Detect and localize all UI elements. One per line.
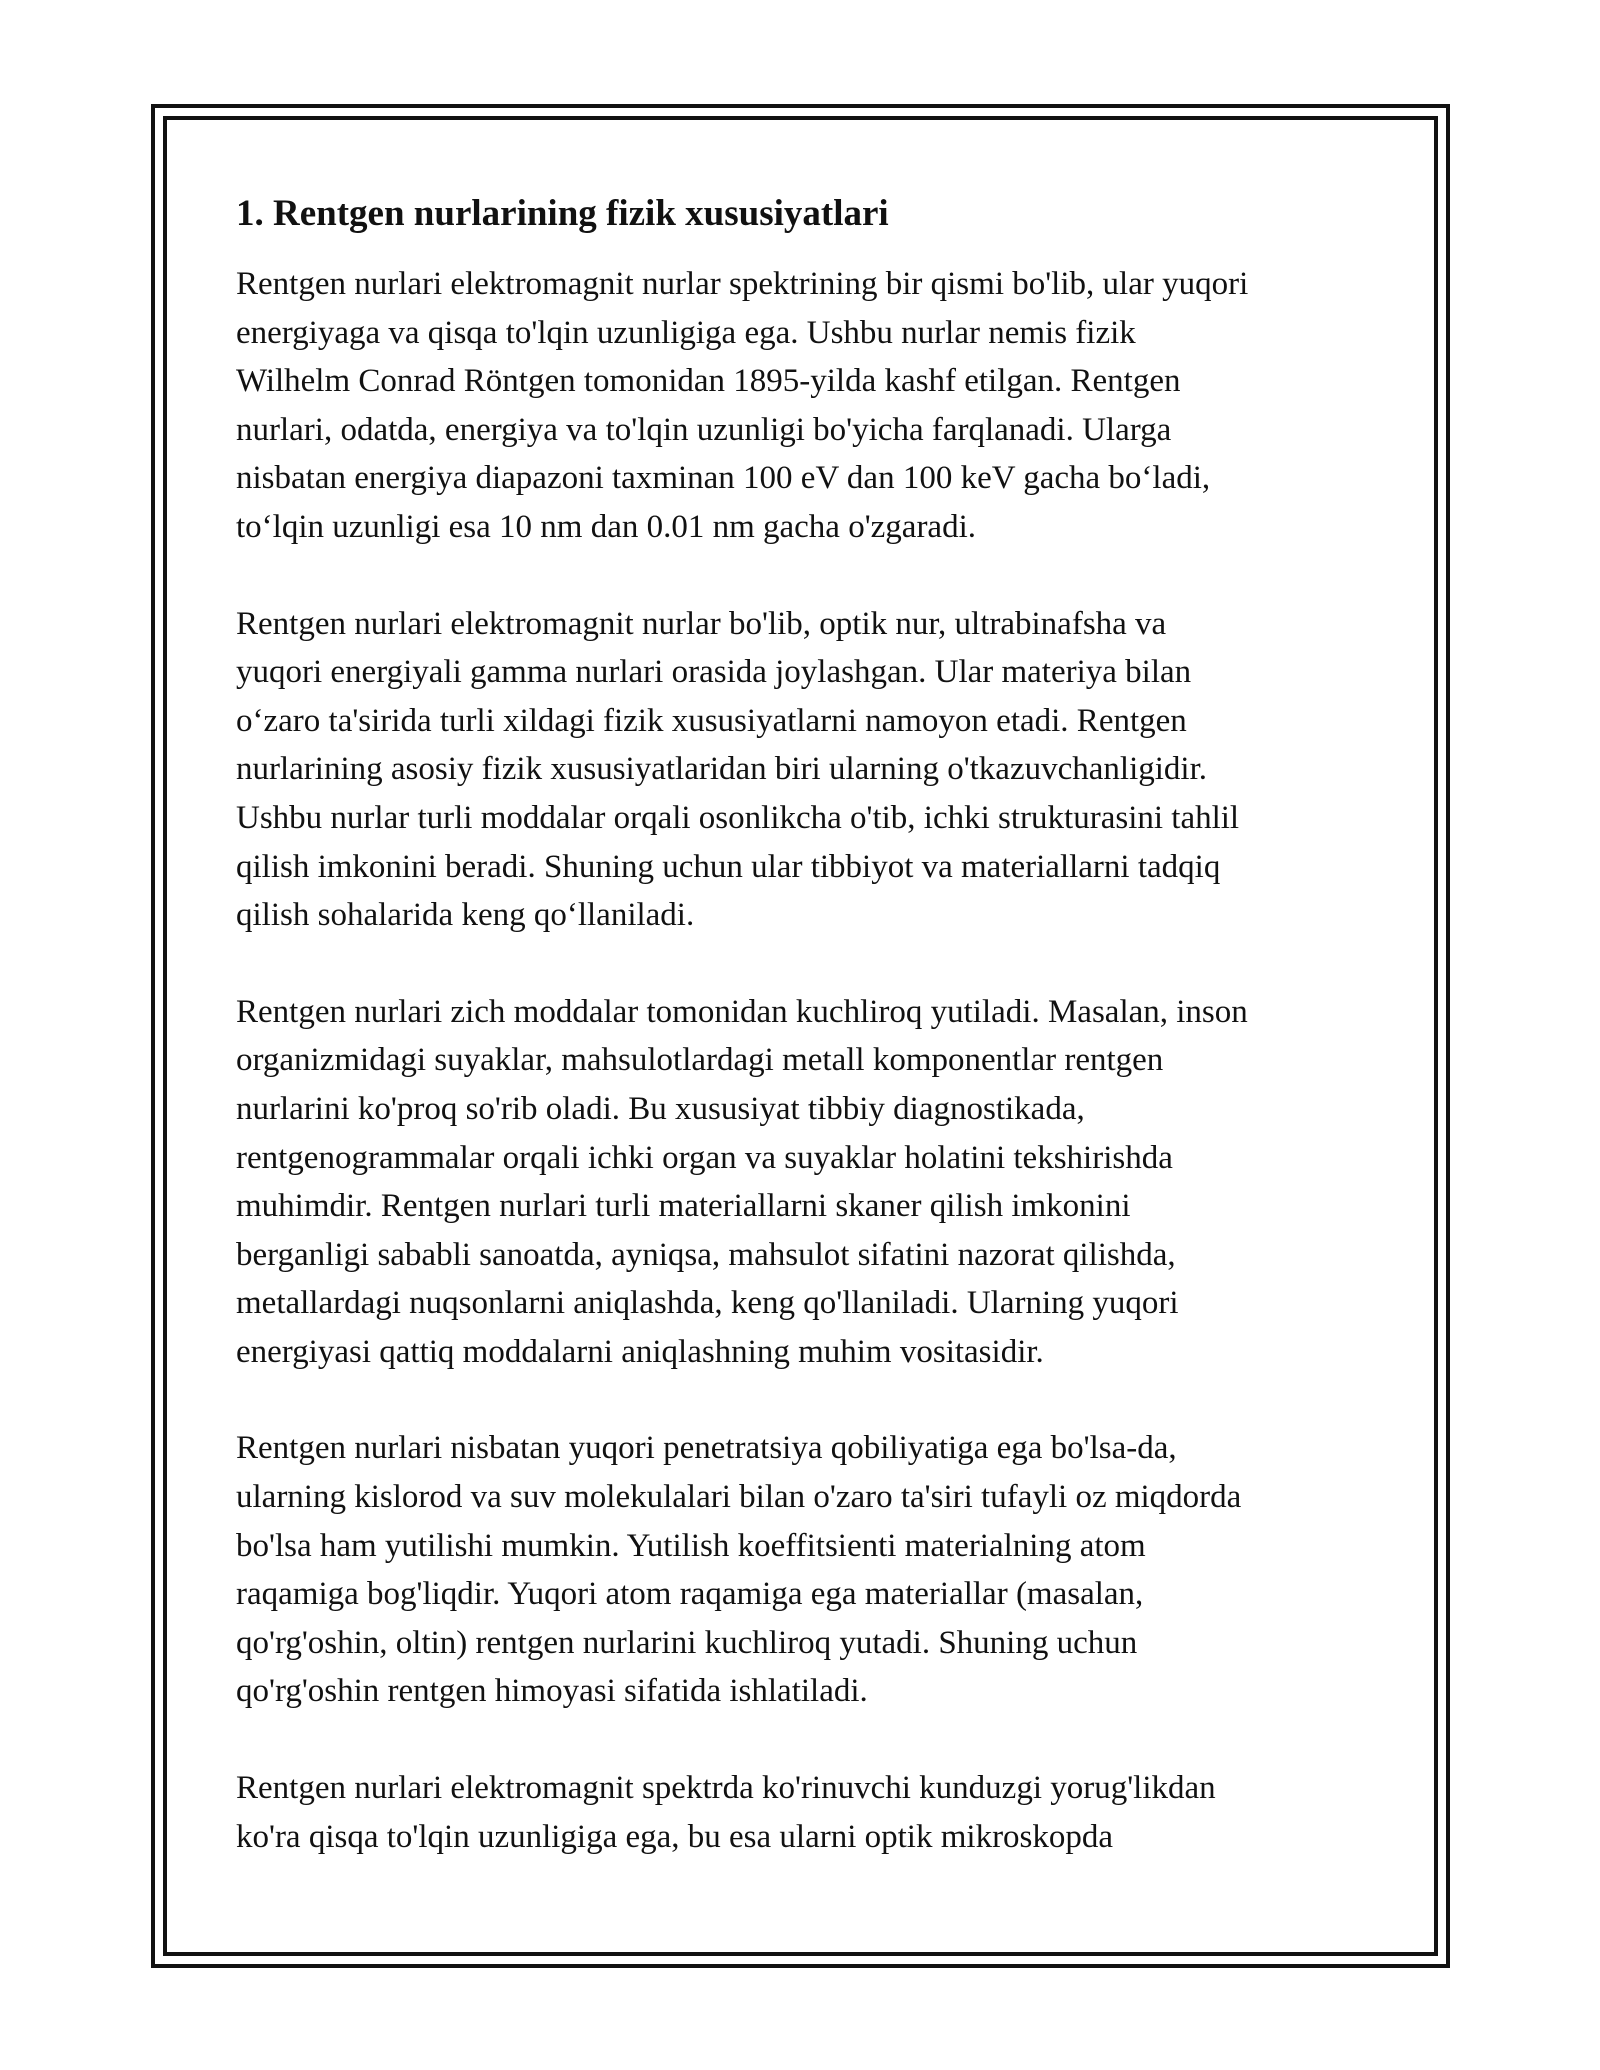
text-line: qo'rg'oshin, oltin) rentgen nurlarini kuchliroq yutadi. Shuning uchun: [236, 1624, 1138, 1661]
text-line: rentgenogrammalar orqali ichki organ va suyaklar holatini tekshirishda: [236, 1139, 1173, 1176]
text-line: bo'lsa ham yutilishi mumkin. Yutilish koeffitsienti materialning atom: [236, 1527, 1146, 1564]
text-line: organizmidagi suyaklar, mahsulotlardagi metall komponentlar rentgen: [236, 1042, 1164, 1079]
text-line: Rentgen nurlari nisbatan yuqori penetratsiya qobiliyatiga ega bo'lsa-da,: [236, 1430, 1177, 1467]
text-line: raqamiga bog'liqdir. Yuqori atom raqamiga ega materiallar (masalan,: [236, 1576, 1144, 1613]
text-line: Rentgen nurlari elektromagnit nurlar bo'lib, optik nur, ultrabinafsha va: [236, 605, 1167, 642]
paragraph-1: [236, 260, 1376, 552]
text-line: muhimdir. Rentgen nurlari turli materiallarni skaner qilish imkonini: [236, 1188, 1131, 1225]
text-line: energiyaga va qisqa to'lqin uzunligiga ega. Ushbu nurlar nemis fizik: [236, 314, 1136, 351]
paragraph-4: [236, 1424, 1376, 1716]
text-line: metallardagi nuqsonlarni aniqlashda, keng qo'llaniladi. Ularning yuqori: [236, 1285, 1179, 1322]
text-line: nisbatan energiya diapazoni taxminan 100 eV dan 100 keV gacha boʻladi,: [236, 460, 1211, 497]
text-line: yuqori energiyali gamma nurlari orasida joylashgan. Ular materiya bilan: [236, 654, 1192, 691]
text-line: energiyasi qattiq moddalarni aniqlashning muhim vositasidir.: [236, 1333, 1044, 1370]
text-line: Wilhelm Conrad Röntgen tomonidan 1895-yilda kashf etilgan. Rentgen: [236, 363, 1181, 400]
text-line: ko'ra qisqa to'lqin uzunligiga ega, bu esa ularni optik mikroskopda: [236, 1818, 1114, 1855]
section-heading: 1. Rentgen nurlarining fizik xususiyatlari: [236, 193, 889, 234]
text-line: nurlari, odatda, energiya va to'lqin uzunligi bo'yicha farqlanadi. Ularga: [236, 411, 1172, 448]
text-line: berganligi sababli sanoatda, ayniqsa, mahsulot sifatini nazorat qilishda,: [236, 1236, 1176, 1273]
paragraph-3: [236, 988, 1376, 1377]
paragraph-5: [236, 1764, 1376, 1861]
text-line: oʻzaro ta'sirida turli xildagi fizik xususiyatlarni namoyon etadi. Rentgen: [236, 702, 1187, 739]
text-line: nurlarini ko'proq so'rib oladi. Bu xususiyat tibbiy diagnostikada,: [236, 1090, 1085, 1127]
text-line: qo'rg'oshin rentgen himoyasi sifatida ishlatiladi.: [236, 1673, 868, 1710]
paragraph-2: [236, 600, 1376, 940]
text-line: Rentgen nurlari zich moddalar tomonidan kuchliroq yutiladi. Masalan, inson: [236, 993, 1248, 1030]
text-line: qilish imkonini beradi. Shuning uchun ular tibbiyot va materiallarni tadqiq: [236, 848, 1221, 885]
text-line: Rentgen nurlari elektromagnit nurlar spektrining bir qismi bo'lib, ular yuqori: [236, 266, 1249, 302]
text-line: nurlarining asosiy fizik xususiyatlaridan biri ularning o'tkazuvchanligidir.: [236, 751, 1207, 788]
text-line: qilish sohalarida keng qoʻllaniladi.: [236, 897, 695, 934]
text-line: Rentgen nurlari elektromagnit spektrda ko'rinuvchi kunduzgi yorug'likdan: [236, 1770, 1216, 1807]
text-line: ularning kislorod va suv molekulalari bilan o'zaro ta'siri tufayli oz miqdorda: [236, 1479, 1242, 1516]
text-line: Ushbu nurlar turli moddalar orqali osonlikcha o'tib, ichki strukturasini tahlil: [236, 799, 1240, 836]
document-body: [236, 190, 1376, 1909]
text-line: toʻlqin uzunligi esa 10 nm dan 0.01 nm gacha o'zgaradi.: [236, 508, 977, 545]
